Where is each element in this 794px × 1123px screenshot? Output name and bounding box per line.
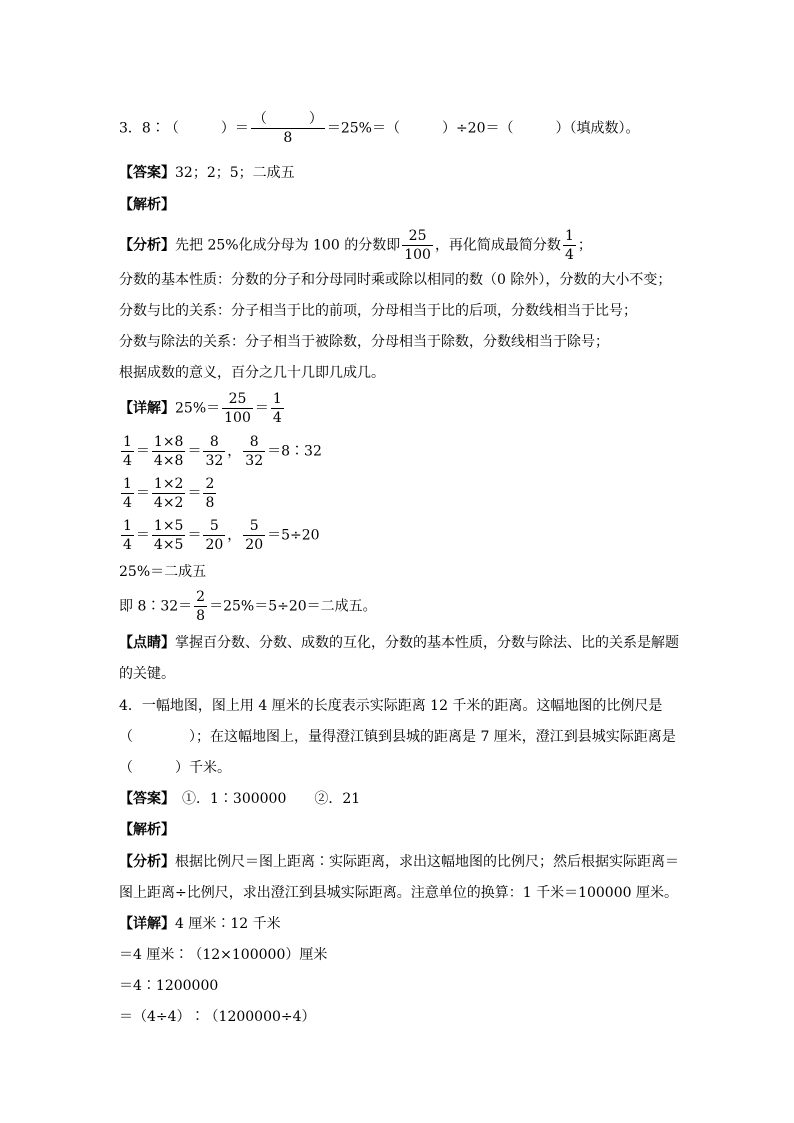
xj-equals: ＝ [187,527,202,544]
answer-text: 32；2；5；二成五 [175,165,295,181]
q4-xiangjie-1 [119,914,281,934]
q3-division-line: 分数与除法的关系：分子相当于被除数，分母相当于除数，分数线相当于除号； [119,334,609,350]
xj-text: ＝25%＝5÷20＝二成五。 [209,598,377,615]
q3-analysis-label: 【解析】 [119,197,175,213]
fraction-denominator: 4×8 [153,453,184,469]
fenxi-text-c: ； [577,237,592,254]
fraction-numerator: 25 [408,228,427,244]
xj-equals: ＝ [135,443,150,460]
fraction [121,433,134,470]
fraction-denominator: 4 [123,495,132,511]
fraction-numerator: 2 [196,589,206,605]
fraction [203,517,225,554]
xj-comma: ， [227,527,242,544]
fraction-denominator: 32 [245,453,264,469]
fraction [152,433,186,470]
q3-fraction-blank [251,110,325,147]
fraction [222,390,253,427]
fraction-denominator: 4 [564,247,574,263]
fraction-denominator: 32 [205,453,224,469]
fraction-denominator: 4×5 [153,537,184,553]
q3-xiangjie-1 [119,390,286,427]
q3-fenxi [119,227,592,264]
fraction-numerator: 1×8 [153,434,184,450]
fraction [121,475,134,512]
fraction [203,475,216,512]
dianjing-text: 掌握百分数、分数、成数的互化，分数的基本性质，分数与除法、比的关系是解题 [175,635,679,651]
fraction-denominator: 8 [205,495,215,511]
xj-text: ＝5÷20 [267,527,320,544]
fenxi-text: 根据比例尺＝图上距离∶实际距离，求出这幅地图的比例尺；然后根据实际距离＝ [175,854,679,870]
q3-xiangjie-3 [119,475,218,512]
xj-text: ＝8∶32 [267,443,322,460]
fraction-numerator: 1×2 [153,476,184,492]
fraction-denominator: 20 [205,537,224,553]
fraction [271,390,284,427]
xj-equals: ＝ [254,400,269,417]
fenxi-label: 【分析】 [119,237,175,254]
dianjing-label: 【点睛】 [119,635,175,651]
fraction-numerator: 5 [209,518,219,534]
xj-text: 即 8∶32＝ [119,598,193,615]
q4-xiangjie-3: ＝4∶1200000 [119,978,219,994]
fraction-numerator: 1 [123,518,132,534]
q3-xiangjie-2 [119,433,322,470]
fenxi-text-b: ，再化简成最简分数 [434,237,561,254]
q4-analysis-label: 【解析】 [119,822,175,838]
xj-text: 25%＝ [175,400,221,417]
xj-equals: ＝ [187,443,202,460]
fraction-numerator: 1 [564,228,574,244]
fenxi-fraction-1-4 [563,227,576,264]
q3-property-line: 分数的基本性质：分数的分子和分母同时乘或除以相同的数（0 除外），分数的大小不变； [119,272,672,288]
answer-label: 【答案】 [119,791,168,807]
xj-comma: ， [227,443,242,460]
fraction [194,588,207,625]
q4-question-line1: 4．一幅地图，图上用 4 厘米的长度表示实际距离 12 千米的距离。这幅地图的比例尺是 [119,698,663,714]
q3-question-part1: 3．8∶（ ）＝ [119,120,249,137]
xiangjie-label: 【详解】 [119,400,175,417]
fenxi-label: 【分析】 [119,854,175,870]
q4-fenxi-2: 图上距离÷比例尺，求出澄江到县城实际距离。注意单位的换算：1 千米＝100000 厘米。 [119,885,678,901]
fraction-numerator: （ ） [252,111,323,127]
q3-question-part2: ＝25%＝（ ）÷20＝（ ）（填成数）。 [326,120,640,137]
fraction-numerator: 25 [228,391,247,407]
q3-xiangjie-4 [119,517,320,554]
q3-dianjing-2: 的关键。 [119,666,175,682]
q4-question-line3: （ ）千米。 [119,760,231,776]
fraction-denominator: 8 [251,128,325,147]
fenxi-text-a: 先把 25%化成分母为 100 的分数即 [175,237,401,254]
q4-xiangjie-2: ＝4 厘米∶（12×100000）厘米 [119,947,328,963]
fraction-numerator: 1 [272,391,282,407]
xj-equals: ＝ [135,527,150,544]
fraction [243,433,265,470]
q3-question [119,110,640,147]
fraction [121,517,134,554]
xiangjie-label: 【详解】 [119,916,175,932]
fraction-numerator: 1 [123,434,132,450]
q4-question-line2: （ ）；在这幅地图上，量得澄江镇到县城的距离是 7 厘米，澄江到县城实际距离是 [119,729,676,745]
q3-xiangjie-5: 25%＝二成五 [119,564,207,580]
q3-chengshu-line: 根据成数的意义，百分之几十几即几成几。 [119,365,385,381]
fraction [243,517,265,554]
answer-label: 【答案】 [119,165,175,181]
q4-answer [119,789,360,809]
q3-xiangjie-6 [119,588,377,625]
q4-fenxi-1 [119,852,679,872]
fraction-denominator: 4 [272,410,282,426]
fraction-denominator: 4×2 [153,495,184,511]
xj-text: 4 厘米∶12 千米 [175,916,281,932]
xj-equals: ＝ [187,485,202,502]
fraction-denominator: 4 [123,537,132,553]
xj-equals: ＝ [135,485,150,502]
fraction-numerator: 1×5 [153,518,184,534]
q3-ratio-line: 分数与比的关系：分子相当于比的前项，分母相当于比的后项，分数线相当于比号； [119,303,637,319]
fraction [203,433,225,470]
fraction-denominator: 100 [404,247,431,263]
fraction-denominator: 4 [123,453,132,469]
fraction-numerator: 2 [205,476,215,492]
fraction-numerator: 5 [249,518,259,534]
fenxi-fraction-25-100 [402,227,433,264]
fraction-numerator: 8 [209,434,219,450]
q3-dianjing [119,633,679,653]
fraction [152,475,186,512]
fraction-denominator: 8 [196,608,206,624]
fraction-numerator: 1 [123,476,132,492]
q3-answer [119,163,295,183]
fraction [152,517,186,554]
q4-xiangjie-4: ＝（4÷4）∶（1200000÷4） [119,1009,316,1025]
fraction-denominator: 100 [224,410,251,426]
fraction-denominator: 20 [245,537,264,553]
answer-text: ①．1∶300000 ②．21 [168,791,361,807]
fraction-numerator: 8 [249,434,259,450]
